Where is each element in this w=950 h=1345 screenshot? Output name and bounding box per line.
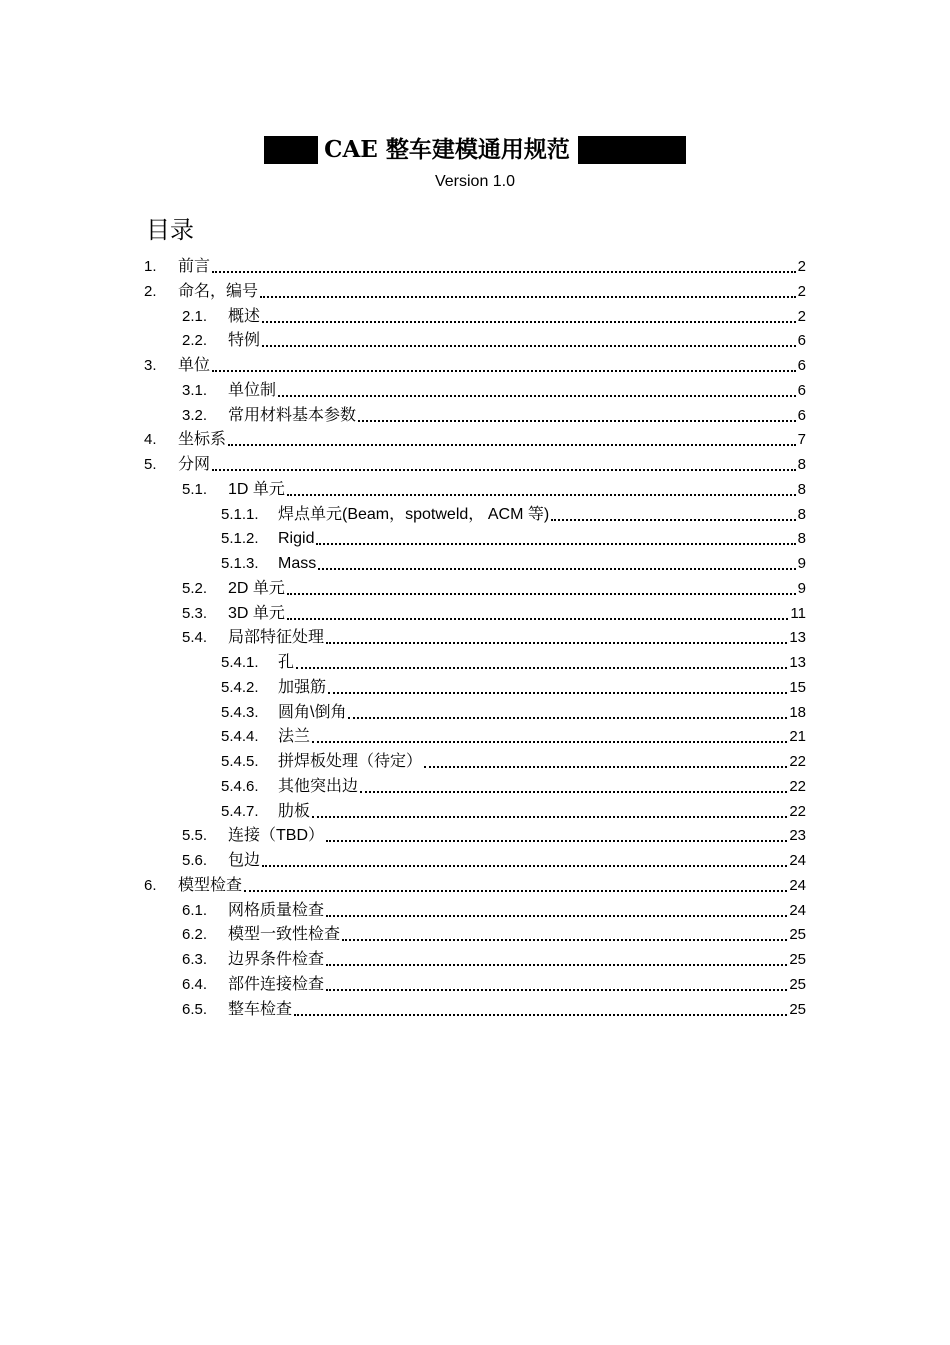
toc-entry-title: 模型一致性检查 bbox=[228, 926, 341, 944]
toc-entry-page-number: 13 bbox=[789, 629, 806, 647]
toc-entry-title: 其他突出边 bbox=[278, 777, 359, 795]
toc-heading: 目录 bbox=[146, 216, 194, 244]
toc-dot-leader bbox=[551, 519, 795, 521]
toc-entry-number: 5.4. bbox=[182, 629, 208, 647]
toc-dot-leader bbox=[296, 667, 787, 669]
document-title-row bbox=[0, 133, 950, 167]
toc-entry-number: 6.2. bbox=[182, 926, 208, 944]
toc-entry[interactable] bbox=[144, 426, 806, 450]
toc-entry-number: 6.3. bbox=[182, 951, 208, 968]
toc-dot-leader bbox=[348, 717, 787, 719]
toc-entry-page-number: 25 bbox=[789, 975, 806, 993]
toc-entry-number: 2.2. bbox=[182, 332, 208, 350]
toc-dot-leader bbox=[326, 840, 787, 842]
toc-entry[interactable] bbox=[221, 748, 806, 772]
toc-entry-title: 单位制 bbox=[228, 381, 277, 399]
toc-dot-leader bbox=[424, 766, 787, 768]
toc-entry-number: 3.2. bbox=[182, 406, 208, 424]
toc-entry-page-number: 18 bbox=[789, 703, 806, 721]
toc-entry[interactable] bbox=[182, 996, 806, 1020]
toc-entry-title: 拼焊板处理（待定） bbox=[278, 753, 423, 770]
toc-entry-page-number: 6 bbox=[797, 406, 806, 424]
toc-entry[interactable] bbox=[221, 798, 806, 822]
document-title: CAE 整车建模通用规范 bbox=[324, 136, 570, 163]
toc-entry-title: 法兰 bbox=[278, 728, 311, 746]
toc-entry[interactable] bbox=[144, 451, 806, 475]
toc-entry[interactable] bbox=[221, 649, 806, 673]
toc-entry-number: 1. bbox=[144, 258, 157, 275]
toc-entry-number: 5.4.2. bbox=[221, 678, 259, 696]
toc-dot-leader bbox=[212, 469, 796, 471]
toc-entry-number: 3.1. bbox=[182, 381, 208, 399]
toc-entry-page-number: 2 bbox=[797, 258, 806, 275]
toc-entry-page-number: 2 bbox=[797, 307, 806, 325]
toc-dot-leader bbox=[318, 568, 795, 570]
toc-dot-leader bbox=[278, 395, 796, 397]
redaction-bar-right bbox=[578, 136, 686, 164]
toc-dot-leader bbox=[326, 642, 787, 644]
toc-entry[interactable] bbox=[221, 525, 806, 549]
toc-entry-page-number: 9 bbox=[797, 579, 806, 597]
toc-entry[interactable] bbox=[182, 971, 806, 995]
toc-entry-number: 5. bbox=[144, 456, 157, 473]
toc-entry[interactable] bbox=[144, 352, 806, 376]
toc-dot-leader bbox=[312, 741, 787, 743]
toc-entry[interactable] bbox=[221, 723, 806, 747]
toc-entry[interactable] bbox=[182, 600, 806, 624]
toc-entry-page-number: 15 bbox=[789, 678, 806, 696]
toc-entry-title: 网格质量检查 bbox=[228, 901, 325, 919]
toc-entry-page-number: 21 bbox=[789, 728, 806, 746]
toc-entry-title: 概述 bbox=[228, 307, 261, 325]
toc-entry-number: 5.2. bbox=[182, 579, 208, 597]
toc-entry-title: 单位 bbox=[178, 357, 211, 374]
toc-entry-title: 2D 单元 bbox=[228, 579, 285, 597]
toc-entry-title: 特例 bbox=[228, 332, 261, 350]
toc-entry-title: 模型检查 bbox=[178, 876, 243, 894]
toc-entry-page-number: 6 bbox=[797, 381, 806, 399]
toc-entry[interactable] bbox=[182, 946, 806, 970]
toc-entry-page-number: 25 bbox=[789, 1000, 806, 1018]
toc-dot-leader bbox=[316, 543, 795, 545]
toc-entry-page-number: 22 bbox=[789, 802, 806, 820]
toc-entry-page-number: 13 bbox=[789, 654, 806, 671]
toc-dot-leader bbox=[287, 494, 796, 496]
toc-dot-leader bbox=[294, 1014, 787, 1016]
toc-entry[interactable] bbox=[144, 872, 806, 896]
toc-entry-title: 部件连接检查 bbox=[228, 975, 325, 993]
redaction-bar-left bbox=[264, 136, 318, 164]
toc-entry-title: 孔 bbox=[278, 654, 295, 671]
toc-entry-number: 3. bbox=[144, 357, 157, 374]
toc-entry-page-number: 8 bbox=[797, 456, 806, 473]
toc-entry[interactable] bbox=[221, 501, 806, 525]
toc-dot-leader bbox=[326, 964, 787, 966]
toc-entry-number: 6.1. bbox=[182, 901, 208, 919]
toc-entry[interactable] bbox=[182, 575, 806, 599]
toc-entry-page-number: 6 bbox=[797, 332, 806, 350]
toc-dot-leader bbox=[358, 420, 796, 422]
toc-entry[interactable] bbox=[182, 897, 806, 921]
toc-entry-number: 5.4.6. bbox=[221, 777, 259, 795]
toc-entry-number: 5.4.3. bbox=[221, 703, 259, 721]
toc-entry-title: 1D 单元 bbox=[228, 480, 285, 498]
toc-entry[interactable] bbox=[182, 327, 806, 351]
toc-entry-title: 包边 bbox=[228, 852, 261, 869]
toc-entry[interactable] bbox=[182, 402, 806, 426]
toc-entry[interactable] bbox=[221, 674, 806, 698]
toc-entry-page-number: 24 bbox=[789, 876, 806, 894]
toc-entry-number: 5.5. bbox=[182, 827, 208, 845]
toc-entry-number: 5.4.1. bbox=[221, 654, 259, 671]
toc-dot-leader bbox=[262, 865, 787, 867]
toc-entry-page-number: 9 bbox=[797, 555, 806, 572]
toc-entry[interactable] bbox=[182, 822, 806, 846]
toc-entry-title: Mass bbox=[278, 555, 317, 572]
toc-entry-page-number: 25 bbox=[789, 926, 806, 944]
toc-entry[interactable] bbox=[182, 921, 806, 945]
toc-entry[interactable] bbox=[221, 699, 806, 723]
toc-entry-number: 5.3. bbox=[182, 604, 208, 622]
toc-dot-leader bbox=[262, 321, 796, 323]
toc-entry-title: 圆角\倒角 bbox=[278, 703, 347, 721]
toc-entry[interactable] bbox=[221, 550, 806, 574]
toc-entry-title: 肋板 bbox=[278, 802, 311, 820]
toc-entry-number: 2.1. bbox=[182, 307, 208, 325]
toc-dot-leader bbox=[287, 618, 789, 620]
toc-entry-title: 坐标系 bbox=[178, 431, 227, 449]
toc-dot-leader bbox=[287, 593, 796, 595]
toc-dot-leader bbox=[228, 444, 796, 446]
toc-dot-leader bbox=[360, 791, 787, 793]
toc-dot-leader bbox=[328, 692, 787, 694]
toc-entry-page-number: 7 bbox=[797, 431, 806, 449]
toc-entry-number: 6. bbox=[144, 876, 157, 894]
toc-entry-number: 5.1.2. bbox=[221, 530, 259, 548]
toc-entry-page-number: 8 bbox=[797, 505, 806, 523]
toc-entry-number: 4. bbox=[144, 431, 157, 449]
toc-entry-title: 局部特征处理 bbox=[228, 629, 325, 647]
toc-entry-title: 加强筋 bbox=[278, 678, 327, 696]
toc-entry-title: 命名，编号 bbox=[178, 282, 259, 300]
toc-entry-title: 整车检查 bbox=[228, 1000, 293, 1018]
toc-entry-title: 常用材料基本参数 bbox=[228, 406, 357, 424]
toc-entry-page-number: 11 bbox=[790, 604, 806, 622]
toc-entry-page-number: 8 bbox=[797, 480, 806, 498]
toc-entry-page-number: 25 bbox=[789, 951, 806, 968]
toc-entry[interactable] bbox=[221, 773, 806, 797]
document-version: Version 1.0 bbox=[434, 173, 516, 190]
toc-entry-title: 分网 bbox=[178, 456, 211, 473]
toc-entry-number: 5.4.5. bbox=[221, 753, 259, 770]
toc-dot-leader bbox=[212, 370, 796, 372]
toc-entry-number: 5.1. bbox=[182, 480, 208, 498]
toc-entry-title: 连接（TBD） bbox=[228, 827, 325, 845]
toc-entry-title: 边界条件检查 bbox=[228, 951, 325, 968]
toc-entry[interactable] bbox=[182, 377, 806, 401]
toc-dot-leader bbox=[212, 271, 796, 273]
toc-entry[interactable] bbox=[182, 847, 806, 871]
toc-entry-title: 3D 单元 bbox=[228, 604, 285, 622]
toc-entry-number: 5.4.4. bbox=[221, 728, 259, 746]
toc-entry-number: 5.1.3. bbox=[221, 555, 259, 572]
toc-dot-leader bbox=[326, 989, 787, 991]
toc-entry-page-number: 8 bbox=[797, 530, 806, 548]
toc-entry-page-number: 23 bbox=[789, 827, 806, 845]
toc-entry-title: 焊点单元(Beam，spotweld， ACM 等) bbox=[278, 505, 550, 523]
toc-entry-page-number: 22 bbox=[789, 753, 806, 770]
toc-dot-leader bbox=[262, 345, 796, 347]
toc-entry-page-number: 24 bbox=[789, 852, 806, 869]
toc-dot-leader bbox=[260, 296, 796, 298]
toc-entry[interactable] bbox=[182, 303, 806, 327]
toc-entry-number: 6.4. bbox=[182, 975, 208, 993]
toc-entry-title: 前言 bbox=[178, 258, 211, 275]
toc-entry-number: 5.4.7. bbox=[221, 802, 259, 820]
toc-entry-number: 5.6. bbox=[182, 852, 208, 869]
toc-dot-leader bbox=[326, 915, 787, 917]
toc-entry[interactable] bbox=[144, 253, 806, 277]
toc-entry-number: 2. bbox=[144, 282, 157, 300]
toc-dot-leader bbox=[244, 890, 787, 892]
toc-entry-number: 5.1.1. bbox=[221, 505, 259, 523]
toc-dot-leader bbox=[342, 939, 787, 941]
toc-dot-leader bbox=[312, 816, 787, 818]
toc-entry[interactable] bbox=[182, 476, 806, 500]
toc-entry[interactable] bbox=[182, 624, 806, 648]
toc-entry-page-number: 2 bbox=[797, 282, 806, 300]
toc-entry-number: 6.5. bbox=[182, 1000, 208, 1018]
toc-entry-page-number: 24 bbox=[789, 901, 806, 919]
toc-entry-page-number: 22 bbox=[789, 777, 806, 795]
toc-entry[interactable] bbox=[144, 278, 806, 302]
toc-entry-page-number: 6 bbox=[797, 357, 806, 374]
toc-entry-title: Rigid bbox=[278, 530, 315, 548]
